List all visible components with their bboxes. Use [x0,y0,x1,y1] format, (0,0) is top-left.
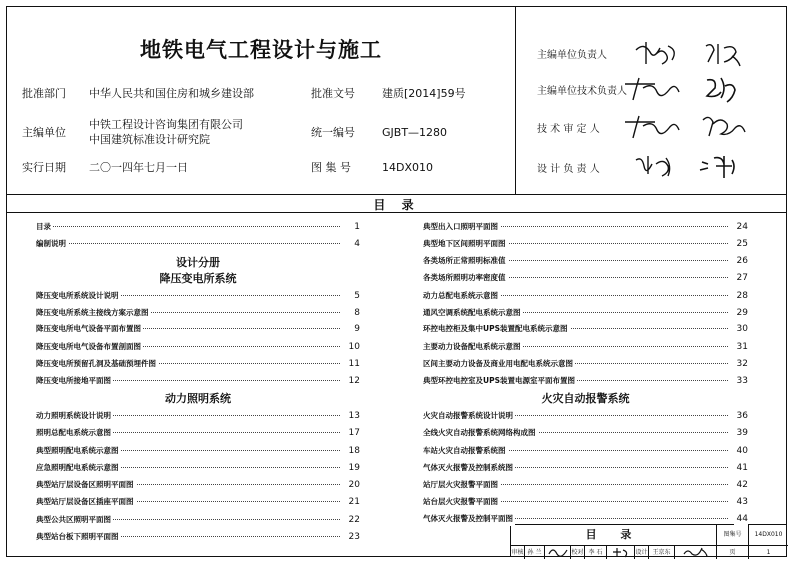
toc-entry-text: 各类场所正常照明标准值 [423,254,508,268]
toc-entry-page: 4 [351,237,360,251]
toc-entry[interactable] [36,357,360,371]
toc-entry-page: 42 [734,478,748,492]
toc-entry-text: 降压变电所预留孔洞及基础预埋件图 [36,357,158,371]
toc-entry-page: 20 [346,478,360,492]
toc-entry-page: 43 [734,495,748,509]
toc-entry[interactable] [423,254,748,268]
toc-entry[interactable] [423,426,748,440]
approval-dept: 中华人民共和国住房和城乡建设部 [89,87,254,100]
toc-entry-page: 13 [346,409,360,423]
review-label: 审核 [511,546,525,559]
toc-entry-page: 18 [346,444,360,458]
toc-entry-page: 40 [734,444,748,458]
approval-doc: 建质[2014]59号 [382,87,466,100]
page-number: 1 [766,549,771,556]
unified-no-label: 统一编号 [311,126,355,139]
section-heading: 火灾自动报警系统 [541,392,630,405]
toc-entry[interactable] [423,271,748,285]
toc-title: 目 录 [373,198,420,212]
resp-label: 主编单位技术负责人 [537,86,627,97]
resp-row-design-lead [518,150,787,184]
toc-entry[interactable] [36,220,360,234]
responsibility-panel [518,6,787,195]
reviewer-signature [545,546,571,559]
resp-label: 主编单位负责人 [537,50,607,61]
toc-entry[interactable] [423,461,748,475]
toc-entry-text: 全线火灾自动报警系统网络构成图 [423,426,538,440]
cover-header [6,6,787,195]
toc-entry-text: 典型站台板下照明平面图 [36,530,121,544]
toc-entry-text: 车站火灾自动报警系统图 [423,444,508,458]
handwritten-signature [621,72,781,106]
toc-entry-page: 41 [734,461,748,475]
approval-dept-label: 批准部门 [22,87,66,100]
toc-entry-text: 环控电控柜及集中UPS装置配电系统示意图 [423,322,570,336]
toc-entry-page: 17 [346,426,360,440]
toc-entry[interactable] [423,306,748,320]
toc-entry-text: 照明总配电系统示意图 [36,426,113,440]
toc-entry-page: 27 [734,271,748,285]
resp-row-tech [518,72,787,106]
editor-line-1: 中铁工程设计咨询集团有限公司 [89,118,243,131]
toc-entry-page: 30 [734,322,748,336]
effective-label: 实行日期 [22,161,66,174]
reviewer-name: 孙 兰 [525,546,545,559]
toc-entry[interactable] [423,237,748,251]
toc-entry-text: 降压变电所电气设备平面布置图 [36,322,143,336]
resp-label: 技 术 审 定 人 [537,124,600,135]
title-block-bottom-row [511,545,788,558]
checker-name: 李 石 [585,546,607,559]
resp-label: 设 计 负 责 人 [537,164,600,175]
toc-entry[interactable] [423,444,748,458]
title-block-top-row [511,525,788,545]
toc-entry-page: 8 [351,306,360,320]
page-label: 页 [717,546,749,559]
toc-entry-text: 典型环控电控室及UPS装置电源室平面布置图 [423,374,577,388]
toc-entry-text: 主要动力设备配电系统示意图 [423,340,523,354]
toc-entry[interactable] [36,495,360,509]
effective-date: 二〇一四年七月一日 [89,161,188,174]
toc-entry[interactable] [36,461,360,475]
toc-entry[interactable] [423,220,748,234]
toc-entry[interactable] [423,340,748,354]
effective-row [6,158,516,178]
title-block-atlas-label: 图集号 [717,525,749,545]
handwritten-signature [681,546,711,558]
toc-entry-text: 典型站厅层设备区插座平面图 [36,495,136,509]
toc-entry-page: 10 [346,340,360,354]
section-heading: 降压变电所系统 [159,272,237,285]
handwritten-signature [628,36,778,70]
handwritten-signature [628,150,778,184]
handwritten-signature [547,546,569,558]
title-block-title: 目 录 [511,525,717,545]
checker-signature [607,546,635,559]
toc-entry-text: 气体灭火报警及控制系统图 [423,461,515,475]
toc-entry[interactable] [36,306,360,320]
toc-entry-text: 各类场所照明功率密度值 [423,271,508,285]
toc-entry-text: 典型公共区照明平面图 [36,513,113,527]
toc-entry-text: 区间主要动力设备及商业用电配电系统示意图 [423,357,575,371]
toc-entry[interactable] [423,374,748,388]
editor-label: 主编单位 [22,126,66,139]
toc-entry-page: 23 [346,530,360,544]
toc-entry-text: 站厅层火灾报警平面图 [423,478,500,492]
toc-entry-page: 25 [734,237,748,251]
title-block [510,524,787,557]
toc-entry-text: 通风空调系统配电系统示意图 [423,306,523,320]
toc-entry-page: 12 [346,374,360,388]
handwritten-signature [621,110,781,144]
toc-entry-page: 26 [734,254,748,268]
designer-name: 王京东 [649,546,675,559]
section-heading: 动力照明系统 [165,392,231,405]
toc-entry-text: 典型地下区间照明平面图 [423,237,508,251]
resp-row-reviewer [518,110,787,144]
section-heading: 设计分册 [176,256,220,269]
toc-entry-page: 11 [346,357,360,371]
toc-entry[interactable] [36,322,360,336]
toc-entry[interactable] [423,357,748,371]
header-info-panel [6,6,516,195]
toc-entry-page: 22 [346,513,360,527]
toc-entry-page: 24 [734,220,748,234]
toc-entry-page: 44 [734,512,748,526]
toc-entry-text: 典型站厅层设备区照明平面图 [36,478,136,492]
toc-entry[interactable] [423,478,748,492]
toc-entry-text: 典型照明配电系统示意图 [36,444,121,458]
toc-entry[interactable] [36,530,360,544]
resp-row-chief [518,36,787,70]
toc-entry-text: 降压变电所电气设备布置剖面图 [36,340,143,354]
toc-entry-page: 36 [734,409,748,423]
document-title: 地铁电气工程设计与施工 [140,38,382,62]
toc-divider [6,212,787,213]
toc-entry[interactable] [36,513,360,527]
toc-entry[interactable] [36,426,360,440]
check-label: 校对 [571,546,585,559]
toc-entry-page: 28 [734,289,748,303]
approval-row [6,84,516,104]
toc-entry-page: 9 [351,322,360,336]
editor-line-2: 中国建筑标准设计研究院 [89,133,210,146]
leader-dots [36,243,340,244]
toc-entry-text: 降压变电所系统设计说明 [36,289,121,303]
toc-entry-text: 目录 [36,220,53,234]
toc-entry[interactable] [36,409,360,423]
toc-entry[interactable] [423,289,748,303]
leader-dots [36,226,340,227]
toc-entry-text: 降压变电所接地平面图 [36,374,113,388]
approval-doc-label: 批准文号 [311,87,355,100]
design-label: 设计 [635,546,649,559]
toc-entry-page: 39 [734,426,748,440]
toc-entry[interactable] [36,340,360,354]
toc-entry[interactable] [36,444,360,458]
toc-entry-text: 典型出入口照明平面图 [423,220,500,234]
atlas-no-label: 图 集 号 [311,161,351,174]
toc-entry[interactable] [36,237,360,251]
toc-entry-page: 1 [351,220,360,234]
toc-entry[interactable] [36,478,360,492]
toc-entry[interactable] [423,322,748,336]
toc-entry-text: 降压变电所系统主接线方案示意图 [36,306,151,320]
editor-row [6,116,516,148]
toc-entry-text: 动力总配电系统示意图 [423,289,500,303]
toc-entry-page: 33 [734,374,748,388]
toc-entry-page: 19 [346,461,360,475]
toc-entry-text: 应急照明配电系统示意图 [36,461,121,475]
toc-entry-text: 动力照明系统设计说明 [36,409,113,423]
title-block-atlas-no: 14DX010 [754,531,783,538]
toc-entry[interactable] [423,409,748,423]
toc-entry-page: 5 [351,289,360,303]
toc-entry-page: 29 [734,306,748,320]
atlas-no: 14DX010 [382,161,433,174]
toc-entry-page: 32 [734,357,748,371]
toc-entry-text: 编制说明 [36,237,68,251]
toc-entry-text: 站台层火灾报警平面图 [423,495,500,509]
toc-entry-text: 气体灭火报警及控制平面图 [423,512,515,526]
toc-entry-page: 31 [734,340,748,354]
unified-no: GJBT—1280 [382,126,448,139]
toc-entry-page: 21 [346,495,360,509]
designer-signature [675,546,717,559]
toc-entry[interactable] [36,374,360,388]
toc-entry[interactable] [423,495,748,509]
toc-entry-text: 火灾自动报警系统设计说明 [423,409,515,423]
handwritten-signature [610,546,632,558]
toc-entry[interactable] [36,289,360,303]
